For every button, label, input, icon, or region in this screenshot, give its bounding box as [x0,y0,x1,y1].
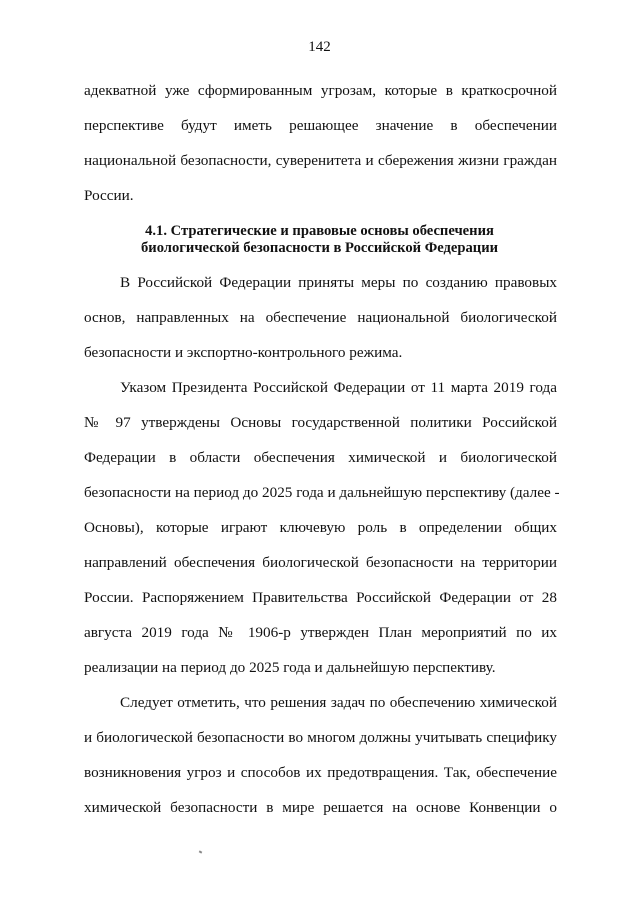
paragraph-first-line: Указом Президента Российской Федерации от 11 марта 2019 года [120,379,557,396]
text-line: России. [84,187,134,204]
text-line: адекватной уже сформированным угрозам, которые в краткосрочной [84,82,557,99]
section-heading: 4.1. Стратегические и правовые основы обеспечения [145,223,494,239]
text-line: национальной безопасности, суверенитета и сбережения жизни граждан [84,152,557,169]
scan-speck [199,850,203,853]
section-heading: биологической безопасности в Российской Федерации [140,240,499,256]
text-line: № 97 утверждены Основы государственной политики Российской [84,414,557,431]
paragraph-first-line: В Российской Федерации приняты меры по созданию правовых [120,274,557,291]
text-line: Основы), которые играют ключевую роль в определении общих [84,519,557,536]
text-line: Федерации в области обеспечения химической и биологической [84,449,557,466]
text-line: России. Распоряжением Правительства Российской Федерации от 28 [84,589,557,606]
text-line: и биологической безопасности во многом должны учитывать специфику [84,729,557,746]
text-line: перспективе будут иметь решающее значение в обеспечении [84,117,557,134]
text-line: августа 2019 года № 1906-р утвержден План мероприятий по их [84,624,557,641]
text-line: возникновения угроз и способов их предотвращения. Так, обеспечение [84,764,557,781]
text-line: безопасности и экспортно-контрольного режима. [84,344,403,361]
paragraph-first-line: Следует отметить, что решения задач по обеспечению химической [120,694,557,711]
text-line: безопасности на период до 2025 года и дальнейшую перспективу (далее - [84,484,560,501]
text-line: направлений обеспечения биологической безопасности на территории [84,554,557,571]
page-number: 142 [308,39,331,55]
text-line: основ, направленных на обеспечение национальной биологической [84,309,557,326]
text-line: химической безопасности в мире решается на основе Конвенции о [84,799,557,816]
text-line: реализации на период до 2025 года и дальнейшую перспективу. [84,659,496,676]
